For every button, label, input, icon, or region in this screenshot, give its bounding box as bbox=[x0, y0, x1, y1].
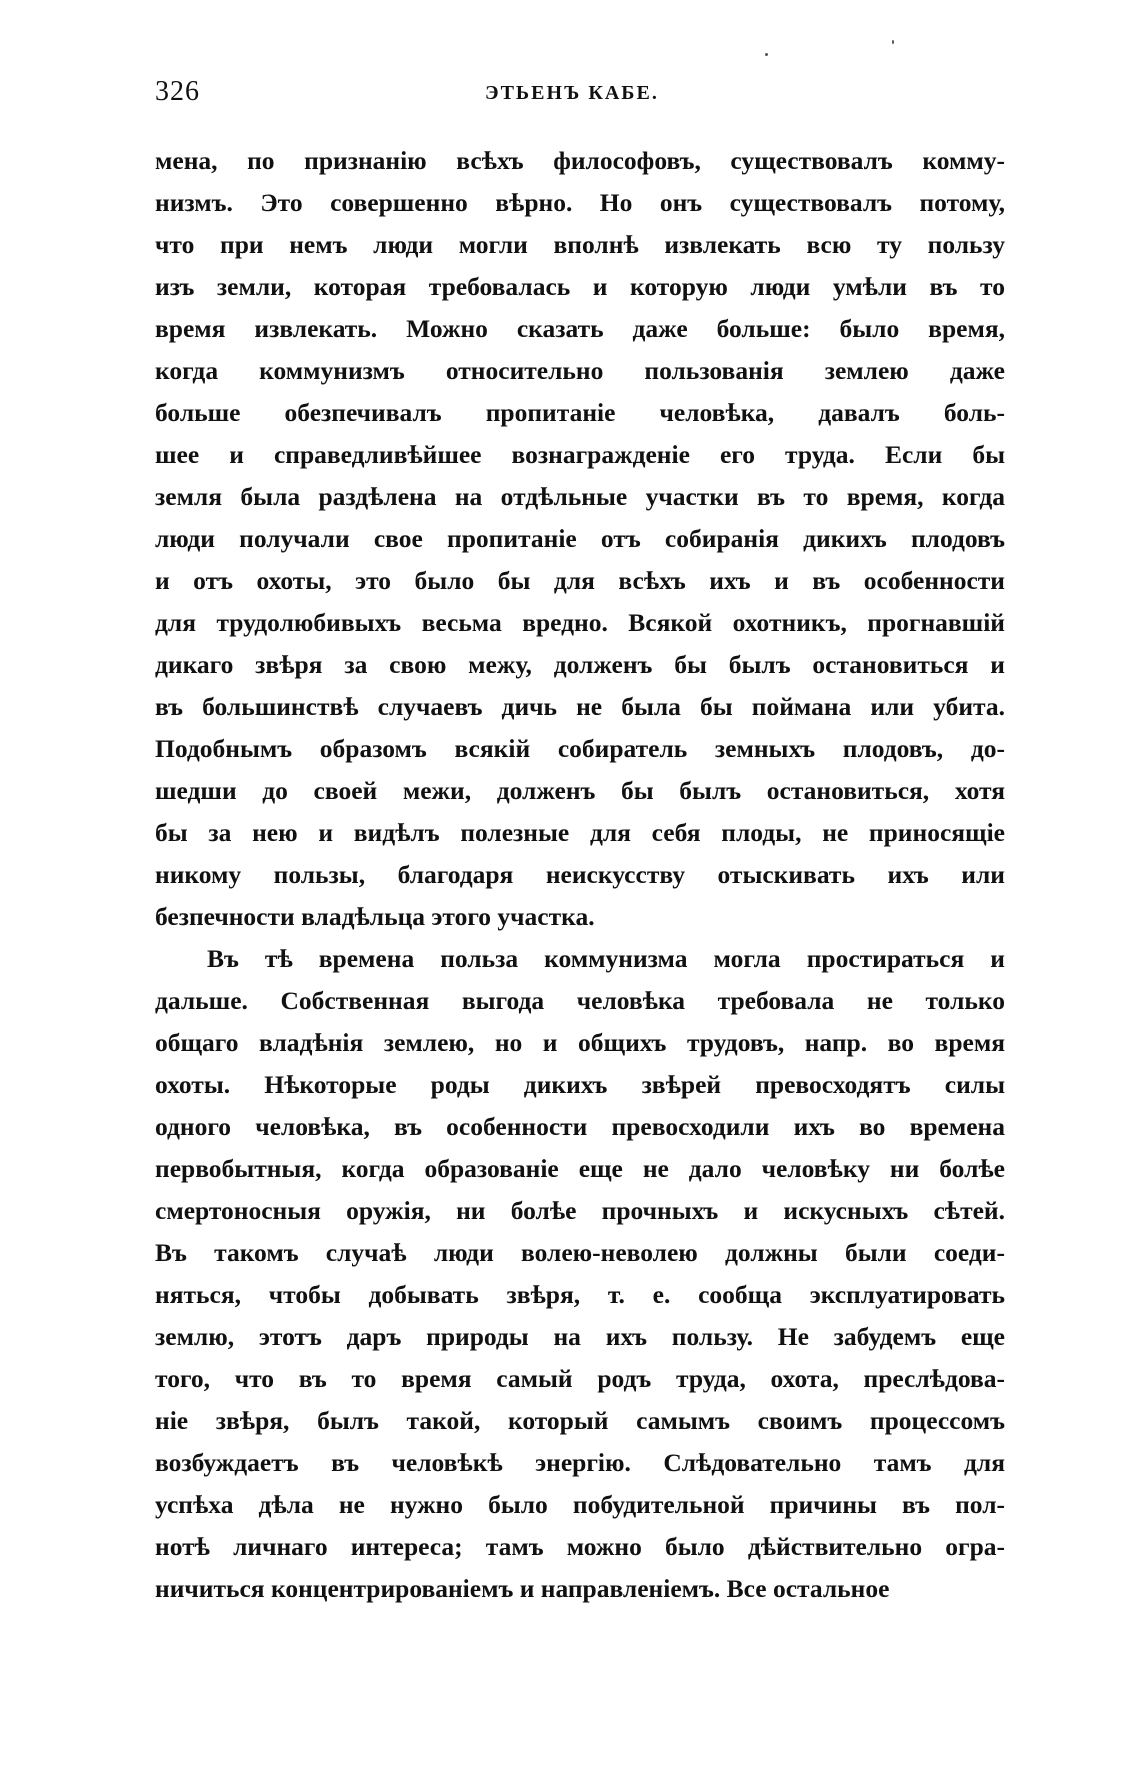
page-number: 326 bbox=[155, 76, 200, 107]
text-line: успѣха дѣла не нужно было побудительной причины въ пол- bbox=[155, 1490, 1005, 1519]
page-header bbox=[155, 76, 1005, 116]
text-line: землю, этотъ даръ природы на ихъ пользу. Не забудемъ еще bbox=[155, 1322, 1005, 1351]
text-line: изъ земли, которая требовалась и которую люди умѣли въ то bbox=[155, 272, 1005, 301]
text-line: бы за нею и видѣлъ полезные для себя плоды, не приносящіе bbox=[155, 818, 1005, 847]
text-line: общаго владѣнія землею, но и общихъ трудовъ, напр. во время bbox=[155, 1028, 1005, 1057]
text-line: для трудолюбивыхъ весьма вредно. Всякой охотникъ, прогнавшій bbox=[155, 608, 1005, 637]
text-line: охоты. Нѣкоторые роды дикихъ звѣрей превосходятъ силы bbox=[155, 1070, 1005, 1099]
text-line: никому пользы, благодаря неискусству отыскивать ихъ или bbox=[155, 860, 1005, 889]
text-line: шедши до своей межи, долженъ бы былъ остановиться, хотя bbox=[155, 776, 1005, 805]
text-line: низмъ. Это совершенно вѣрно. Но онъ существовалъ потому, bbox=[155, 188, 1005, 217]
text-line: когда коммунизмъ относительно пользованія землею даже bbox=[155, 356, 1005, 385]
text-line: шее и справедливѣйшее вознагражденіе его труда. Если бы bbox=[155, 440, 1005, 469]
text-line: и отъ охоты, это было бы для всѣхъ ихъ и въ особенности bbox=[155, 566, 1005, 595]
running-head: ЭТЬЕНЪ КАБЕ. bbox=[485, 82, 659, 104]
text-line: мена, по признанію всѣхъ философовъ, существовалъ комму- bbox=[155, 146, 1005, 175]
text-line: смертоносныя оружія, ни болѣе прочныхъ и искусныхъ сѣтей. bbox=[155, 1196, 1005, 1225]
text-line: дикаго звѣря за свою межу, долженъ бы былъ остановиться и bbox=[155, 650, 1005, 679]
body-text bbox=[155, 140, 1005, 1610]
text-line: въ большинствѣ случаевъ дичь не была бы поймана или убита. bbox=[155, 692, 1005, 721]
text-line: нотѣ личнаго интереса; тамъ можно было дѣйствительно огра- bbox=[155, 1532, 1005, 1561]
text-line: Подобнымъ образомъ всякій собиратель земныхъ плодовъ, до- bbox=[155, 734, 1005, 763]
text-line: возбуждаетъ въ человѣкѣ энергію. Слѣдовательно тамъ для bbox=[155, 1448, 1005, 1477]
scan-speck bbox=[892, 40, 894, 44]
text-line: Въ такомъ случаѣ люди волею-неволею должны были соеди- bbox=[155, 1238, 1005, 1267]
text-line: первобытныя, когда образованіе еще не дало человѣку ни болѣе bbox=[155, 1154, 1005, 1183]
text-line: больше обезпечивалъ пропитаніе человѣка, давалъ боль- bbox=[155, 398, 1005, 427]
text-line: ничиться концентрированіемъ и направленіемъ. Все остальное bbox=[155, 1574, 890, 1603]
text-line: дальше. Собственная выгода человѣка требовала не только bbox=[155, 986, 1005, 1015]
scan-speck bbox=[765, 53, 768, 56]
text-line: люди получали свое пропитаніе отъ собиранія дикихъ плодовъ bbox=[155, 524, 1005, 553]
text-line: няться, чтобы добывать звѣря, т. е. сообща эксплуатировать bbox=[155, 1280, 1005, 1309]
text-line: земля была раздѣлена на отдѣльные участки въ то время, когда bbox=[155, 482, 1005, 511]
text-line: безпечности владѣльца этого участка. bbox=[155, 902, 595, 931]
text-line: время извлекать. Можно сказать даже больше: было время, bbox=[155, 314, 1005, 343]
text-line: ніе звѣря, былъ такой, который самымъ своимъ процессомъ bbox=[155, 1406, 1005, 1435]
text-line: одного человѣка, въ особенности превосходили ихъ во времена bbox=[155, 1112, 1005, 1141]
text-line: Въ тѣ времена польза коммунизма могла простираться и bbox=[207, 944, 1005, 973]
text-line: что при немъ люди могли вполнѣ извлекать всю ту пользу bbox=[155, 230, 1005, 259]
text-line: того, что въ то время самый родъ труда, охота, преслѣдова- bbox=[155, 1364, 1005, 1393]
